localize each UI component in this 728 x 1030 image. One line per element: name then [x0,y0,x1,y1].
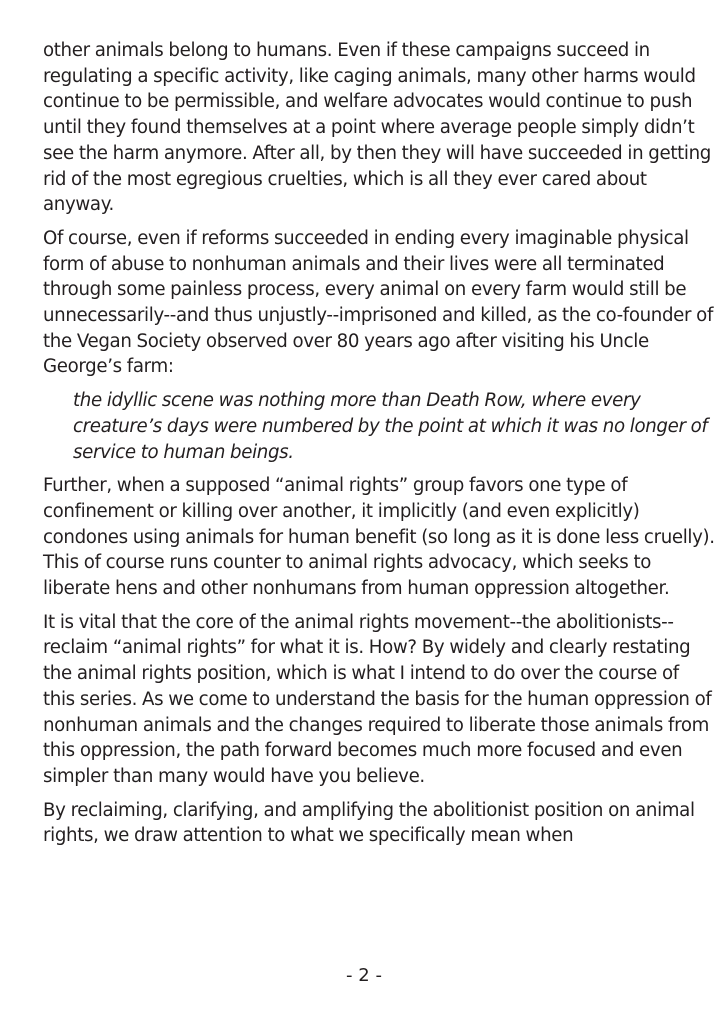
paragraph-4: It is vital that the core of the animal rights movement--the abolitionists--reclaim “animal rights” for what it is. How? By widely and clearly restating the animal rights position, which is what I intend to do over the course of this series. As we come to understand the basis for the human oppression of nonhuman animals and the changes required to liberate those animals from this oppression, the path forward becomes much more focused and even simpler than many would have you believe. [43,611,712,787]
paragraph-1: other animals belong to humans. Even if these campaigns succeed in regulating a specific activity, like caging animals, many other harms would continue to be permissible, and welfare advocates would continue to push until they found themselves at a point where average people simply didn’t see the harm anymore. After all, by then they will have succeeded in getting rid of the most egregious cruelties, which is all they ever cared about anyway. [43,40,711,216]
paragraph-3: Further, when a supposed “animal rights” group favors one type of confinement or killing over another, it implicitly (and even explicitly) condones using animals for human benefit (so long as it is done less cruelly). This of course runs counter to animal rights advocacy, which seeks to liberate hens and other nonhumans from human oppression altogether. [43,475,715,600]
page-number: - 2 - [346,965,382,986]
block-quote: the idyllic scene was nothing more than Death Row, where every creature’s days were numbered by the point at which it was no longer of service to human beings. [73,390,708,463]
paragraph-2: Of course, even if reforms succeeded in ending every imaginable physical form of abuse to nonhuman animals and their lives were all terminated through some painless process, every animal on every farm would still be unnecessarily--and thus unjustly--imprisoned and killed, as the co-founder of the Vegan Society observed over 80 years ago after visiting his Uncle George’s farm: [43,227,714,378]
paragraph-5: By reclaiming, clarifying, and amplifying the abolitionist position on animal rights, we draw attention to what we specifically mean when [43,799,695,847]
document-body [43,38,715,857]
